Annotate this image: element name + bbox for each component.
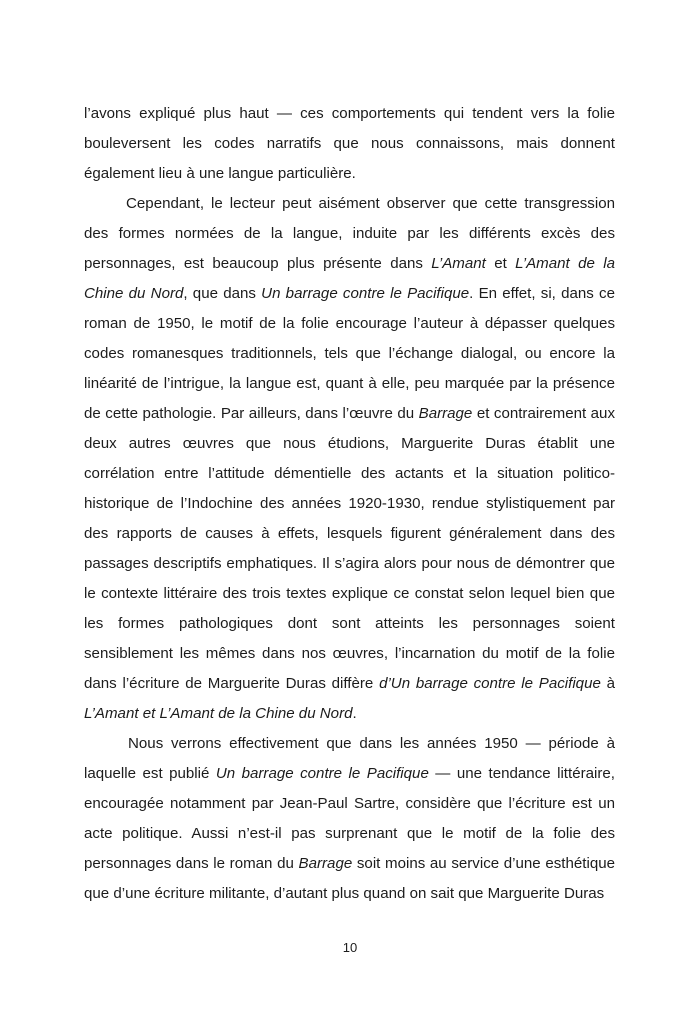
text-segment: Cependant, le lecteur peut aisément observer que cette transgression des formes normées de la langue, induite par les différents excès des personnages, est beaucoup plus présente dans [84,195,615,272]
italic-title: d’Un barrage contre le Pacifique [379,675,601,692]
text-segment: et [485,255,516,272]
text-segment: . En effet, si, dans ce roman de 1950, le motif de la folie encourage l’auteur à dépasser quelques codes romanesques traditionnels, tels que l’échange dialogal, ou encore la linéarité de l’intrigue, la langue est, quant à elle, peu marquée par la présence de cette pathologie. Par ailleurs, dans l’œuvre du [84,285,615,422]
italic-title: L’Amant de la Chine du Nord [84,255,615,302]
italic-title: Barrage [418,405,473,422]
text-segment: soit moins au service d’une esthétique que d’une écriture militante, d’autant plus quand on sait que Marguerite Duras [84,855,615,902]
page-number: 10 [342,940,358,955]
paragraph-2 [84,189,615,729]
text-segment: à [600,675,615,692]
italic-title: Un barrage contre le Pacifique [261,285,470,302]
paragraph-3 [84,729,615,909]
text-segment: Nous verrons effectivement que dans les années 1950 — période à laquelle est publié [84,735,615,782]
text-segment: . [352,705,357,722]
text-segment: l’avons expliqué plus haut — ces comportements qui tendent vers la folie bouleversent les codes narratifs que nous connaissons, mais donnent également lieu à une langue particulière. [84,105,615,182]
italic-title: Un barrage contre le Pacifique [215,765,429,782]
body-text [84,99,615,909]
italic-title: L’Amant et L’Amant de la Chine du Nord [84,705,353,722]
text-segment: — une tendance littéraire, encouragée notamment par Jean-Paul Sartre, considère que l’écriture est un acte politique. Aussi n’est-il pas surprenant que le motif de la folie des personnages dans le roman du [84,765,615,872]
italic-title: Barrage [298,855,353,872]
italic-title: L’Amant [431,255,486,272]
paragraph-1 [84,99,615,189]
text-segment: , que dans [183,285,262,302]
text-segment: et contrairement aux deux autres œuvres que nous étudions, Marguerite Duras établit une corrélation entre l’attitude démentielle des actants et la situation politico-historique de l’Indochine des années 1920-1930, rendue stylistiquement par des rapports de causes à effets, lesquels figurent généralement dans des passages descriptifs emphatiques. Il s’agira alors pour nous de démontrer que le contexte littéraire des trois textes explique ce constat selon lequel bien que les formes pathologiques dont sont atteints les personnages soient sensiblement les mêmes dans nos œuvres, l’incarnation du motif de la folie dans l’écriture de Marguerite Duras diffère [84,405,615,692]
